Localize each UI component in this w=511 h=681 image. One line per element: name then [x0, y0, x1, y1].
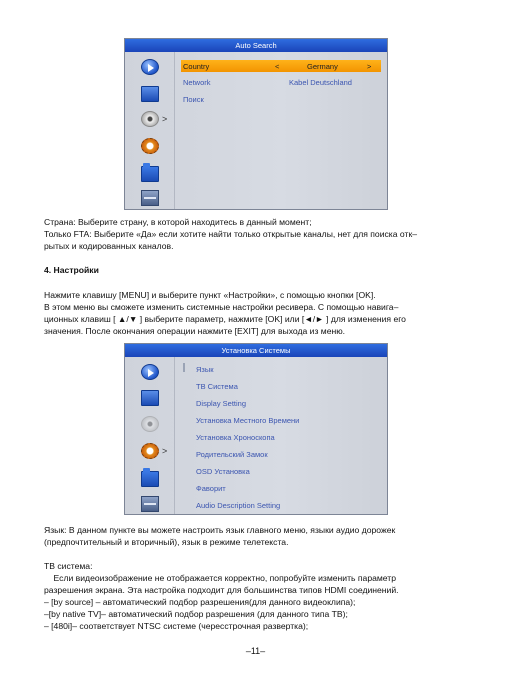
menu-item-timer[interactable]: Установка Хроноскопа	[196, 433, 275, 442]
network-row[interactable]	[183, 78, 383, 90]
menu-item-audio-description[interactable]: Audio Description Setting	[196, 501, 281, 510]
folder-icon	[141, 166, 159, 182]
section-line4: значения. После окончания операции нажмите [EXIT] для выхода из меню.	[44, 326, 346, 336]
section-line1: Нажмите клавишу [MENU] и выберите пункт «Настройки», с помощью кнопки [OK].	[44, 290, 376, 300]
section-line2: В этом меню вы сможете изменить системные настройки ресивера. С помощью навига–	[44, 302, 399, 312]
fta-description-line1: Только FTA: Выберите «Да» если хотите найти только открытые каналы, нет для поиска отк–	[44, 229, 417, 239]
auto-search-title: Auto Search	[125, 39, 387, 52]
country-description: Страна: Выберите страну, в которой находитесь в данный момент;	[44, 217, 312, 227]
country-right-arrow[interactable]: >	[367, 62, 372, 71]
tv-system-heading: ТВ система:	[44, 561, 93, 571]
country-label: Country	[183, 62, 210, 71]
menu-item-favorite[interactable]: Фаворит	[196, 484, 226, 493]
box-icon	[141, 190, 159, 206]
tv-system-line2: разрешения экрана. Эта настройка подходит для большинства типов HDMI соединений.	[44, 585, 399, 595]
tv-system-line1: Если видеоизображение не отображается корректно, попробуйте изменить параметр	[44, 573, 397, 583]
section-heading: 4. Настройки	[44, 265, 99, 275]
osd-sidebar	[125, 52, 175, 209]
selection-arrow-icon: >	[162, 446, 168, 456]
search-row[interactable]	[183, 95, 383, 107]
menu-item-tv-system[interactable]: ТВ Система	[196, 382, 238, 391]
country-row[interactable]	[181, 60, 381, 72]
tv-screen-icon	[141, 390, 159, 406]
auto-search-screen	[124, 38, 388, 210]
system-setup-screen	[124, 343, 388, 515]
tv-system-line4: –[by native TV]– автоматический подбор разрешения (для данного типа ТВ);	[44, 609, 348, 619]
search-label: Поиск	[183, 95, 204, 104]
section-line3: ционных клавиш [ ▲/▼ ] выберите параметр, нажмите [OK] или [◄/► ] для изменения его	[44, 314, 406, 324]
country-value: Germany	[307, 62, 338, 71]
osd-sidebar	[125, 357, 175, 514]
tv-system-line3: – [by source] – автоматический подбор разрешения(для данного видеоклипа);	[44, 597, 356, 607]
system-setup-title: Установка Системы	[125, 344, 387, 357]
menu-item-display-setting[interactable]: Display Setting	[196, 399, 247, 408]
page-number: –11–	[245, 646, 266, 656]
gear-icon	[141, 138, 159, 154]
menu-item-osd-setup[interactable]: OSD Установка	[196, 467, 250, 476]
network-label: Network	[183, 78, 211, 87]
play-icon	[141, 59, 159, 75]
scroll-indicator[interactable]	[183, 363, 185, 372]
gear-icon	[141, 443, 159, 459]
menu-item-parental-lock[interactable]: Родительский Замок	[196, 450, 268, 459]
country-left-arrow[interactable]: <	[275, 62, 280, 71]
disc-icon	[141, 111, 159, 127]
selection-arrow-icon: >	[162, 114, 168, 124]
language-description-line2: (предпочтительный и вторичный), язык в режиме телетекста.	[44, 537, 289, 547]
folder-icon	[141, 471, 159, 487]
play-icon	[141, 364, 159, 380]
language-description-line1: Язык: В данном пункте вы можете настроить язык главного меню, языки аудио дорожек	[44, 525, 396, 535]
fta-description-line2: рытых и кодированных каналов.	[44, 241, 174, 251]
menu-item-local-time[interactable]: Установка Местного Времени	[196, 416, 300, 425]
box-icon	[141, 496, 159, 512]
tv-screen-icon	[141, 86, 159, 102]
disc-icon	[141, 416, 159, 432]
tv-system-line5: – [480i]– соответствует NTSC системе (чересстрочная развертка);	[44, 621, 309, 631]
network-value: Kabel Deutschland	[289, 78, 352, 87]
menu-item-language[interactable]: Язык	[196, 365, 214, 374]
